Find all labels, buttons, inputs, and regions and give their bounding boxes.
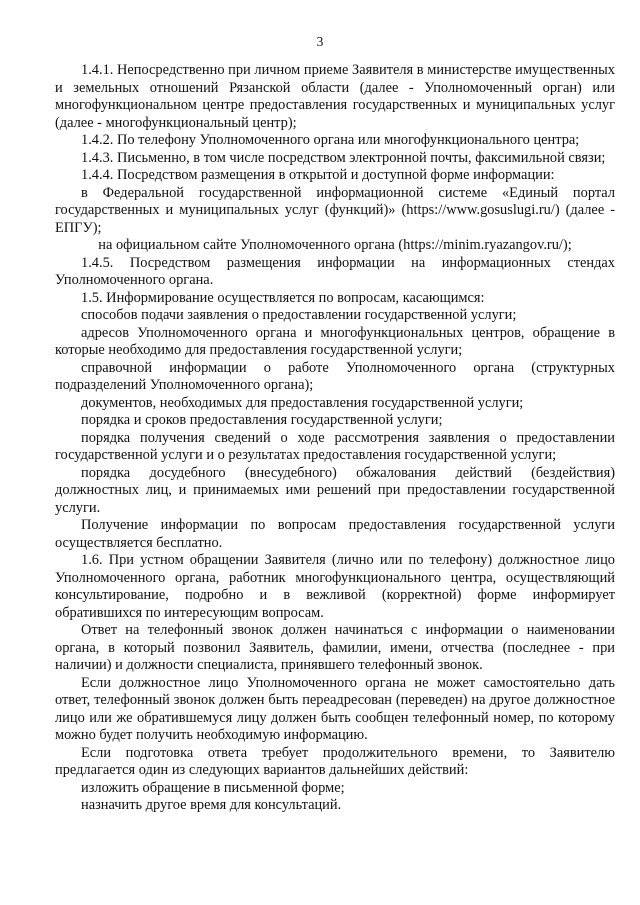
list-item-submission-methods: способов подачи заявления о предоставлении государственной услуги;: [81, 307, 517, 323]
paragraph-1-6: 1.6. При устном обращении Заявителя (лично или по телефону) должностное лицо Уполномоченного органа, работник многофункционального центра, осуществляющий консультирование, подробно и в вежливой (корректной) форме информирует обратившихся по интересующим вопросам.: [55, 552, 615, 621]
paragraph-1-4-3: 1.4.3. Письменно, в том числе посредством электронной почты, факсимильной связи;: [81, 149, 606, 166]
paragraph-long-answer: Если подготовка ответа требует продолжительного времени, то Заявителю предлагается один из следующих вариантов дальнейших действий:: [55, 744, 615, 778]
paragraph-official-site: на официальном сайте Уполномоченного органа (https://minim.ryazangov.ru/);: [98, 237, 572, 253]
list-item-addresses: адресов Уполномоченного органа и многофункциональных центров, обращение в которые необходимо для предоставления государственной услуги;: [55, 324, 615, 358]
page-number: 3: [316, 34, 324, 49]
document-body: [55, 62, 615, 815]
list-item-appeal: порядка досудебного (внесудебного) обжалования действий (бездействия) должностных лиц, и принимаемых ими решений при предоставлении государственной услуги.: [55, 464, 615, 516]
paragraph-free-info: Получение информации по вопросам предоставления государственной услуги осуществляется бесплатно.: [55, 517, 615, 551]
paragraph-1-4-2: 1.4.2. По телефону Уполномоченного органа или многофункционального центра;: [81, 132, 580, 148]
list-item-written-form: изложить обращение в письменной форме;: [81, 779, 345, 796]
paragraph-1-4-1: 1.4.1. Непосредственно при личном приеме Заявителя в министерстве имущественных и земельных отношений Рязанской области (далее - Уполномоченный орган) или многофункциональном центре предоставления государственных и муниципальных услуг (далее - многофункциональный центр);: [55, 62, 615, 131]
paragraph-phone-answer: Ответ на телефонный звонок должен начинаться с информации о наименовании органа, в который позвонил Заявитель, фамилии, имени, отчества (последнее - при наличии) и должности специалиста, принявшего телефонный звонок.: [55, 622, 615, 673]
list-item-other-time: назначить другое время для консультаций.: [81, 797, 342, 813]
paragraph-1-5: 1.5. Информирование осуществляется по вопросам, касающимся:: [81, 289, 485, 306]
list-item-progress: порядка получения сведений о ходе рассмотрения заявления о предоставлении государственной услуги и о результатах предоставления государственной услуги;: [55, 429, 615, 463]
paragraph-redirect: Если должностное лицо Уполномоченного органа не может самостоятельно дать ответ, телефонный звонок должен быть переадресован (переведен) на другое должностное лицо или же обратившемуся лицу должен быть сообщен телефонный номер, по которому можно будет получить необходимую информацию.: [55, 674, 615, 743]
list-item-terms: порядка и сроков предоставления государственной услуги;: [81, 412, 443, 428]
paragraph-epgu: в Федеральной государственной информационной системе «Единый портал государственных и муниципальных услуг (функций)» (https://www.gosuslugi.ru/) (далее - ЕПГУ);: [55, 184, 615, 236]
list-item-documents: документов, необходимых для предоставления государственной услуги;: [81, 394, 524, 411]
paragraph-1-4-5: 1.4.5. Посредством размещения информации на информационных стендах Уполномоченного органа.: [55, 254, 615, 288]
list-item-reference-info: справочной информации о работе Уполномоченного органа (структурных подразделений Уполномоченного органа);: [55, 359, 615, 393]
paragraph-1-4-4: 1.4.4. Посредством размещения в открытой и доступной форме информации:: [81, 167, 555, 183]
